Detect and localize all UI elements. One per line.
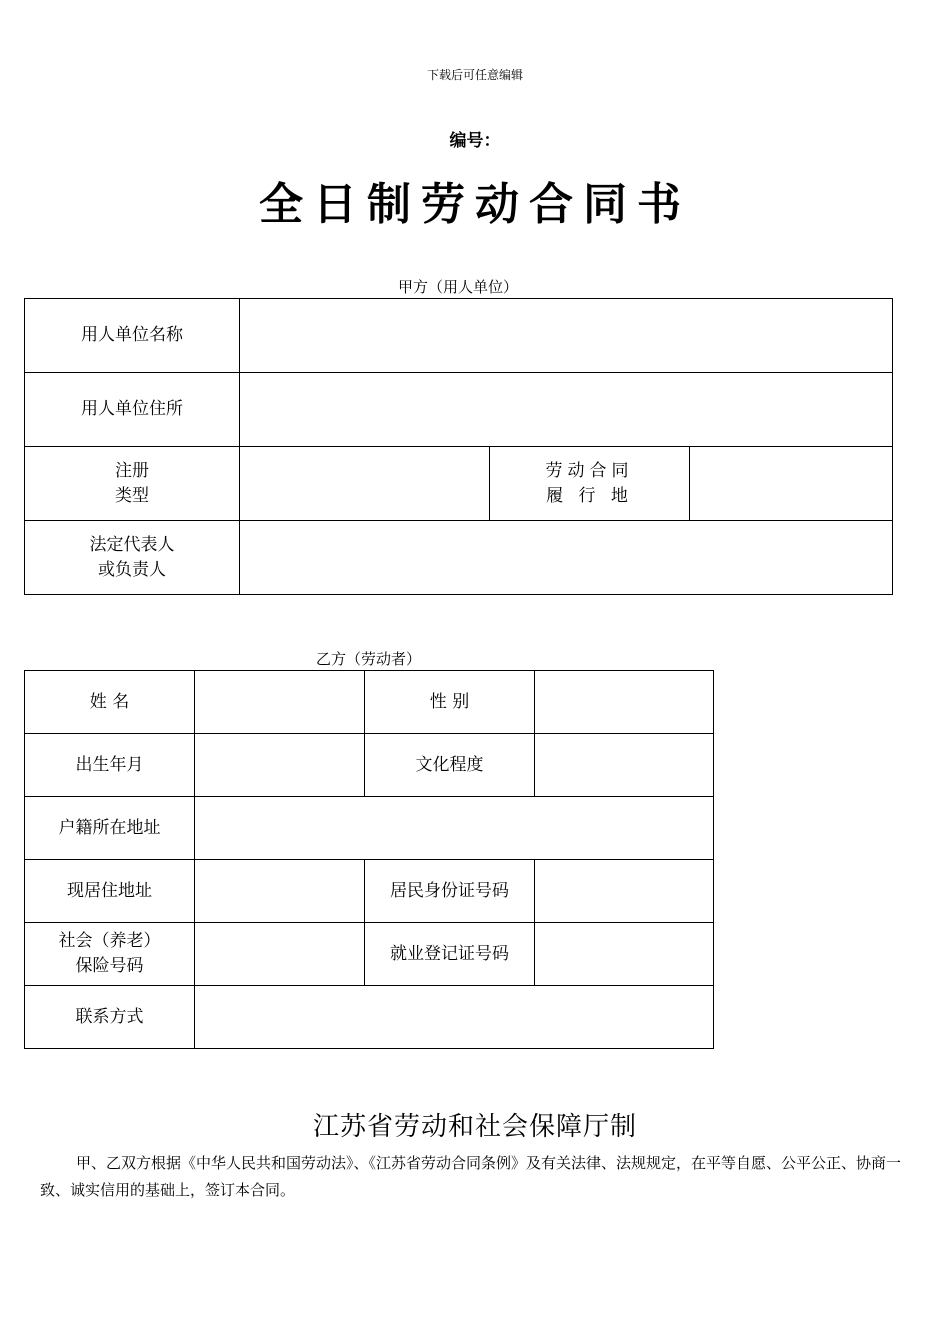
birth-date-field[interactable] bbox=[195, 734, 365, 797]
employment-registration-label: 就业登记证号码 bbox=[365, 923, 535, 986]
legal-representative-label-line1: 法定代表人 bbox=[89, 534, 175, 555]
worker-name-field[interactable] bbox=[195, 671, 365, 734]
contact-field[interactable] bbox=[195, 986, 714, 1049]
contract-place-field[interactable] bbox=[690, 447, 893, 521]
gender-label: 性 别 bbox=[365, 671, 535, 734]
insurance-number-label-line1: 社会（养老） bbox=[58, 931, 161, 951]
id-number-field[interactable] bbox=[535, 860, 714, 923]
worker-name-label: 姓 名 bbox=[25, 671, 195, 734]
residence-address-field[interactable] bbox=[195, 860, 365, 923]
household-address-label: 户籍所在地址 bbox=[25, 797, 195, 860]
id-number-label: 居民身份证号码 bbox=[365, 860, 535, 923]
employer-name-label: 用人单位名称 bbox=[25, 299, 240, 373]
employer-address-field[interactable] bbox=[240, 373, 893, 447]
party-a-caption: 甲方（用人单位） bbox=[397, 278, 518, 296]
contact-label: 联系方式 bbox=[25, 986, 195, 1049]
household-address-field[interactable] bbox=[195, 797, 714, 860]
employer-address-label: 用人单位住所 bbox=[25, 373, 240, 447]
registration-type-label-line1: 注册 bbox=[115, 460, 149, 481]
contract-place-label bbox=[490, 447, 690, 521]
employer-name-field[interactable] bbox=[240, 299, 893, 373]
contract-place-label-line2: 履 行 地 bbox=[546, 485, 633, 506]
serial-number-label: 编号： bbox=[449, 131, 501, 151]
education-field[interactable] bbox=[535, 734, 714, 797]
gender-field[interactable] bbox=[535, 671, 714, 734]
intro-paragraph: 甲、乙双方根据《中华人民共和国劳动法》、《江苏省劳动合同条例》及有关法律、法规规定，在平等自愿、公平公正、协商一致、诚实信用的基础上，签订本合同。 bbox=[40, 1154, 902, 1199]
legal-representative-label bbox=[25, 521, 240, 595]
insurance-number-label bbox=[25, 923, 195, 986]
legal-representative-field[interactable] bbox=[240, 521, 893, 595]
download-hint: 下载后可任意编辑 bbox=[426, 68, 523, 82]
party-a-table bbox=[24, 298, 893, 595]
insurance-number-field[interactable] bbox=[195, 923, 365, 986]
registration-type-label bbox=[25, 447, 240, 521]
birth-date-label: 出生年月 bbox=[25, 734, 195, 797]
legal-representative-label-line2: 或负责人 bbox=[98, 559, 166, 580]
party-b-caption: 乙方（劳动者） bbox=[315, 650, 421, 668]
employment-registration-field[interactable] bbox=[535, 923, 714, 986]
document-title: 全日制劳动合同书 bbox=[259, 179, 691, 230]
registration-type-field[interactable] bbox=[240, 447, 490, 521]
residence-address-label: 现居住地址 bbox=[25, 860, 195, 923]
education-label: 文化程度 bbox=[365, 734, 535, 797]
party-b-table bbox=[24, 670, 714, 1049]
issuing-authority: 江苏省劳动和社会保障厅制 bbox=[312, 1112, 637, 1142]
registration-type-label-line2: 类型 bbox=[115, 485, 149, 506]
insurance-number-label-line2: 保险号码 bbox=[75, 956, 144, 976]
contract-place-label-line1: 劳动合同 bbox=[545, 460, 634, 481]
